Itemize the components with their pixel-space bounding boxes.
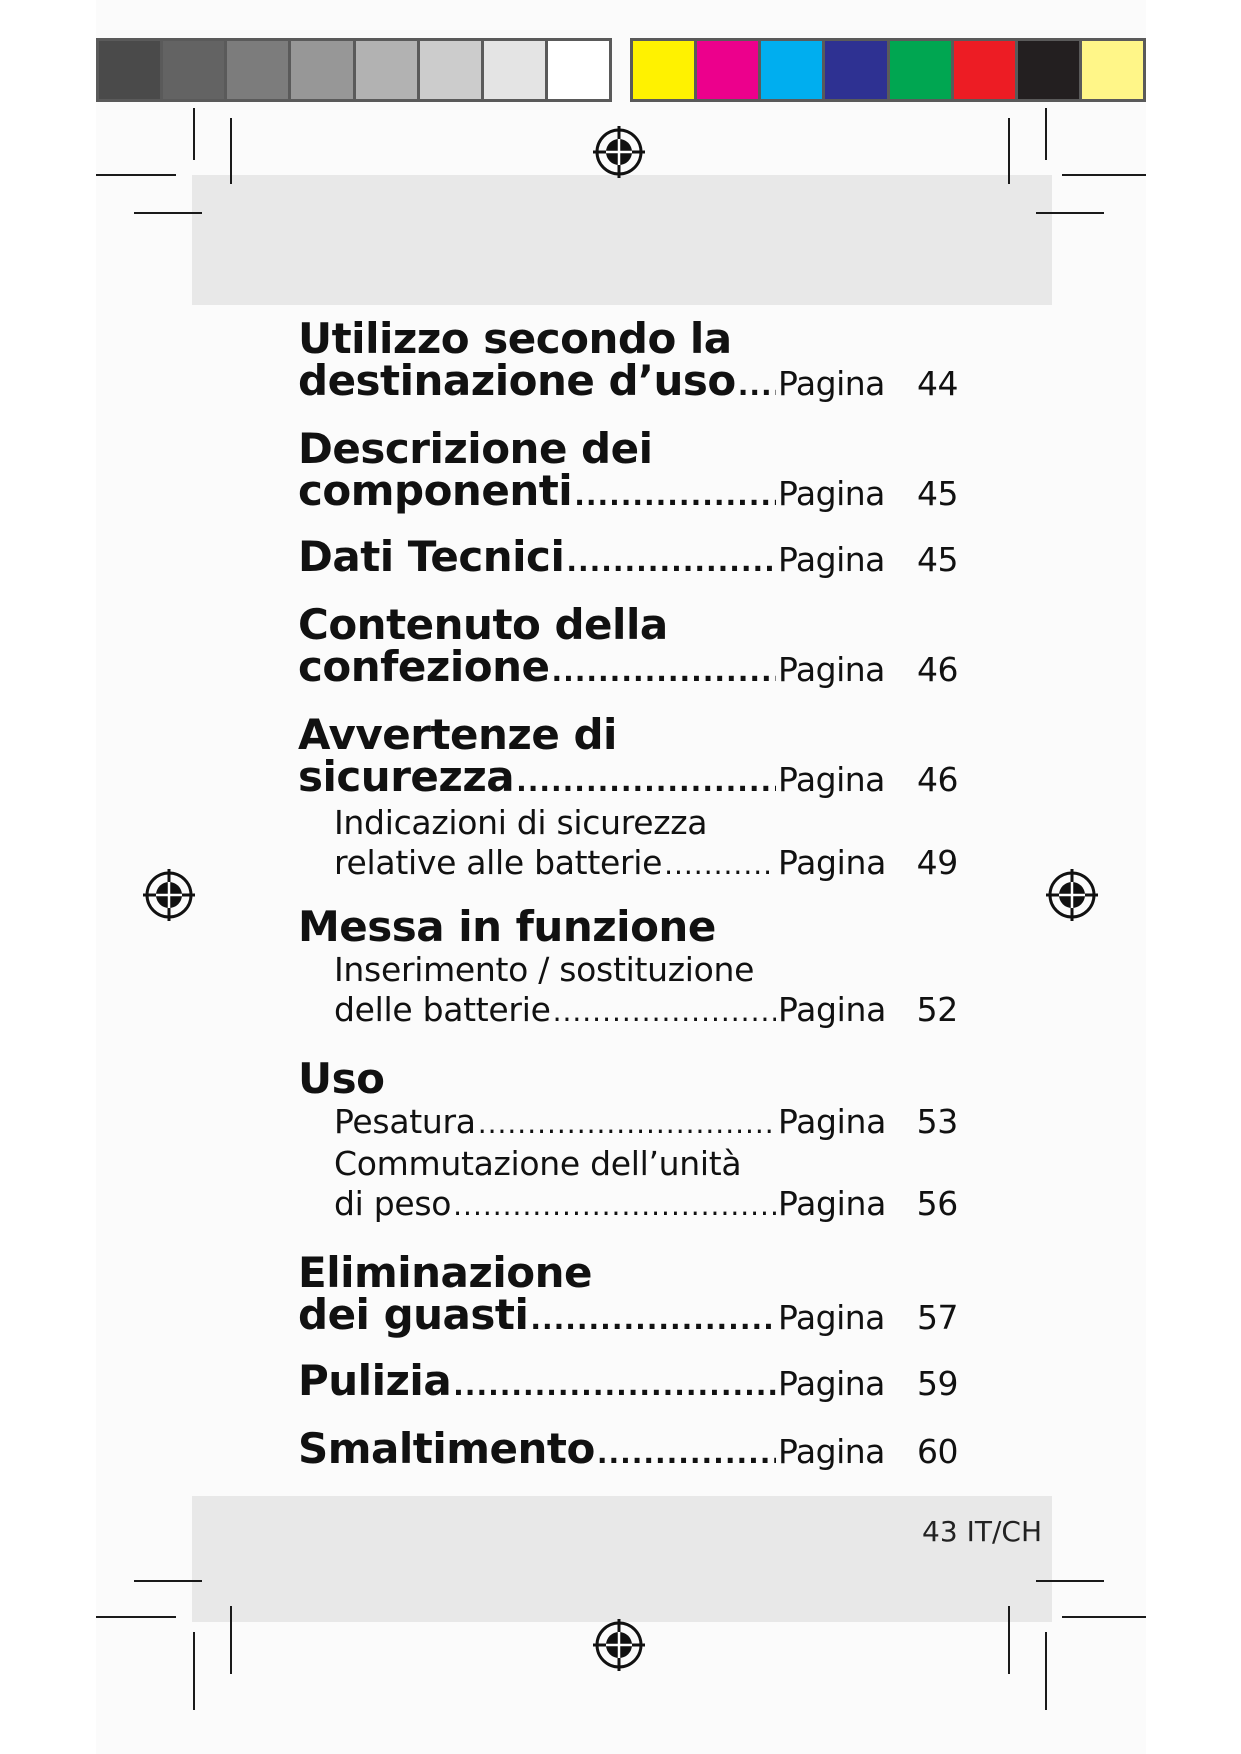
page-label: Pagina (778, 1184, 887, 1223)
gray-swatch (99, 41, 163, 99)
gray-swatch (548, 41, 609, 99)
color-swatch (954, 41, 1018, 99)
crop-mark (1062, 1616, 1146, 1618)
page-number: 56 (916, 1184, 958, 1223)
page-number: 59 (917, 1364, 958, 1403)
toc-entry-title: Uso (298, 1054, 385, 1103)
header-band (192, 175, 1052, 305)
color-swatch (761, 41, 825, 99)
crop-mark (1036, 212, 1104, 214)
color-swatch (697, 41, 761, 99)
toc-entry-title: dei guasti (298, 1290, 529, 1339)
toc-subentry-title: Inserimento / sostituzione (334, 950, 755, 989)
dot-leader (574, 475, 776, 517)
gray-swatch (227, 41, 291, 99)
page-label: Pagina (778, 650, 885, 689)
toc-entry-title: confezione (298, 642, 550, 691)
dot-leader (478, 1104, 776, 1144)
toc-entry[interactable] (298, 902, 958, 1032)
registration-mark-icon (591, 124, 647, 180)
gray-swatch (484, 41, 548, 99)
toc-subentry-title: di peso (334, 1184, 452, 1223)
page-footer (912, 1515, 1042, 1548)
crop-mark (96, 174, 176, 176)
page-label: Pagina (778, 1298, 885, 1337)
toc-entry-title: componenti (298, 466, 573, 515)
toc-entry-title: sicurezza (298, 752, 515, 801)
page-label: Pagina (778, 1432, 885, 1471)
crop-mark (96, 1616, 176, 1618)
crop-mark (1008, 118, 1010, 184)
crop-mark (1045, 1632, 1047, 1710)
registration-mark-icon (141, 867, 197, 923)
page-label: Pagina (778, 1364, 885, 1403)
dot-leader (553, 992, 776, 1032)
crop-mark (1036, 1580, 1104, 1582)
crop-mark (1045, 108, 1047, 160)
page-number: 60 (917, 1432, 958, 1471)
color-swatch (825, 41, 889, 99)
crop-mark (1008, 1606, 1010, 1674)
page-number: 53 (916, 1102, 958, 1141)
toc-entry[interactable] (298, 1356, 958, 1407)
crop-mark (230, 1606, 232, 1674)
toc-subentry-title: Pesatura (334, 1102, 476, 1141)
page-label: Pagina (778, 990, 887, 1029)
page-number: 46 (917, 650, 958, 689)
dot-leader (552, 651, 777, 693)
toc-entry-title: Utilizzo secondo la (298, 314, 732, 363)
dot-leader (566, 541, 776, 583)
gray-swatch (291, 41, 355, 99)
page-label: Pagina (778, 843, 887, 882)
color-calibration-bar (630, 38, 1146, 102)
toc-entry[interactable] (298, 424, 958, 517)
toc-subentry-title: Commutazione dell’unità (334, 1144, 742, 1183)
gray-swatch (163, 41, 227, 99)
toc-entry[interactable] (298, 1424, 958, 1475)
page-label: Pagina (778, 540, 885, 579)
registration-mark-icon (591, 1617, 647, 1673)
toc-entry-title: Dati Tecnici (298, 532, 565, 581)
registration-mark-icon (1044, 867, 1100, 923)
toc-entry[interactable] (298, 710, 958, 885)
dot-leader (597, 1433, 776, 1475)
page-number: 45 (917, 474, 958, 513)
dot-leader (530, 1299, 776, 1341)
toc-entry[interactable] (298, 314, 958, 407)
dot-leader (516, 761, 776, 803)
toc-entry[interactable] (298, 532, 958, 583)
color-swatch (890, 41, 954, 99)
toc-entry-title: Smaltimento (298, 1424, 595, 1473)
gray-swatch (356, 41, 420, 99)
footer-locale: IT/CH (966, 1515, 1042, 1548)
dot-leader (738, 365, 776, 407)
toc-entry-title: Avvertenze di (298, 710, 617, 759)
crop-mark (193, 108, 195, 160)
toc-entry[interactable] (298, 1054, 958, 1226)
color-swatch (1018, 41, 1082, 99)
dot-leader (664, 845, 776, 885)
toc-entry-title: Contenuto della (298, 600, 668, 649)
crop-mark (230, 118, 232, 184)
page-label: Pagina (778, 1102, 887, 1141)
crop-mark (1062, 174, 1146, 176)
toc-entry[interactable] (298, 600, 958, 693)
crop-mark (134, 1580, 202, 1582)
page-label: Pagina (778, 364, 885, 403)
crop-mark (193, 1632, 195, 1710)
color-swatch (633, 41, 697, 99)
page-number: 45 (917, 540, 958, 579)
toc-entry-title: Descrizione dei (298, 424, 653, 473)
page-label: Pagina (778, 474, 885, 513)
page-number: 44 (917, 364, 958, 403)
toc-entry[interactable] (298, 1248, 958, 1341)
toc-subentry-title: Indicazioni di sicurezza (334, 803, 708, 842)
page-number: 52 (916, 990, 958, 1029)
crop-mark (134, 212, 202, 214)
page-number: 57 (917, 1298, 958, 1337)
toc-entry-title: Messa in funzione (298, 902, 716, 951)
dot-leader (453, 1186, 776, 1226)
color-swatch (1082, 41, 1143, 99)
page-label: Pagina (778, 760, 885, 799)
toc-entry-title: destinazione d’uso (298, 356, 736, 405)
toc-subentry-title: delle batterie (334, 990, 551, 1029)
grayscale-calibration-bar (96, 38, 612, 102)
page-number: 49 (916, 843, 958, 882)
toc-entry-title: Pulizia (298, 1356, 452, 1405)
toc-subentry-title: relative alle batterie (334, 843, 663, 882)
footer-page-number: 43 (922, 1515, 958, 1548)
page-number: 46 (917, 760, 958, 799)
dot-leader (453, 1365, 776, 1407)
gray-swatch (420, 41, 484, 99)
toc-entry-title: Eliminazione (298, 1248, 592, 1297)
